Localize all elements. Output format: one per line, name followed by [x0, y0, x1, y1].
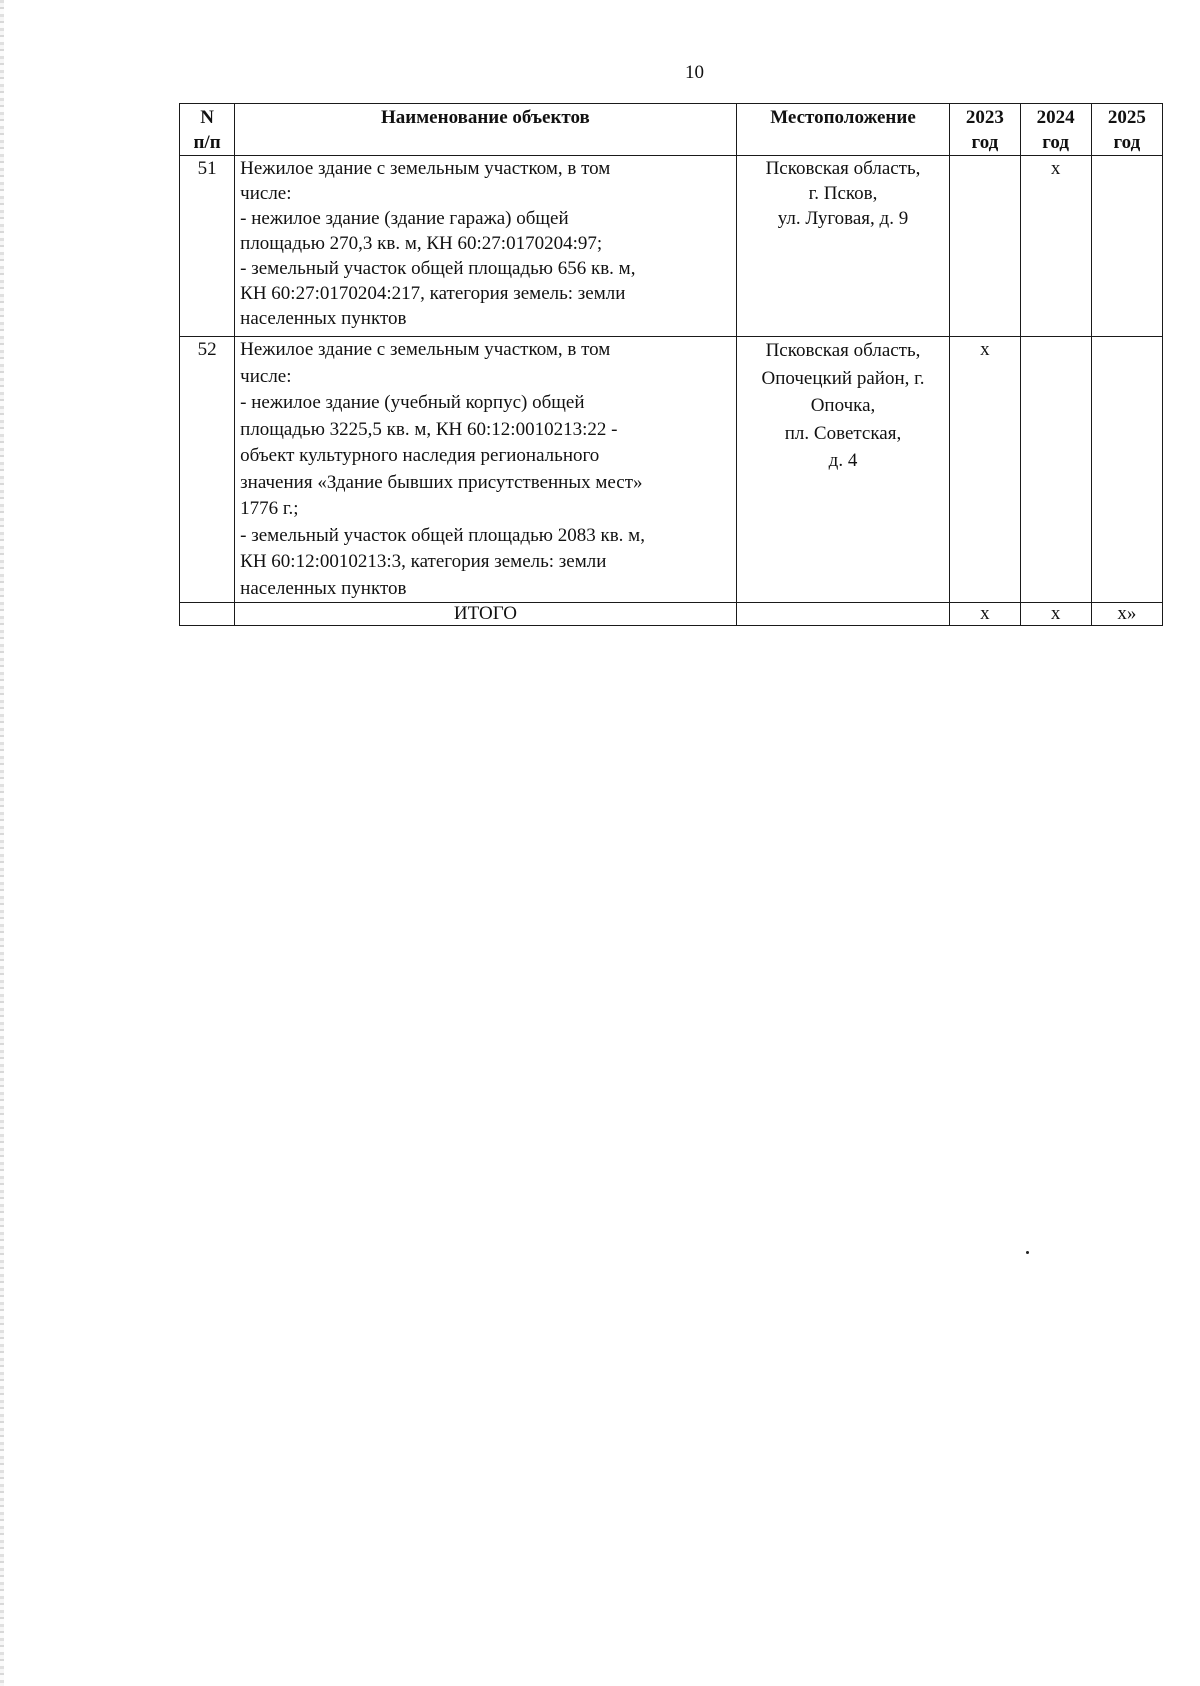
header-year-2025-value: 2025	[1107, 107, 1146, 128]
row-location	[736, 156, 950, 337]
row-mark-2024: х	[1020, 156, 1091, 337]
header-year-2025-unit: год	[1113, 132, 1141, 153]
total-mark-2024: х	[1020, 603, 1091, 626]
total-num-empty	[180, 603, 235, 626]
total-row	[180, 603, 1163, 626]
scan-speck	[1026, 1251, 1029, 1254]
header-num	[180, 104, 235, 156]
page-number: 10	[685, 62, 704, 83]
total-mark-2025: х»	[1091, 603, 1162, 626]
header-num-line-1: N	[200, 107, 214, 128]
row-name-line: Нежилое здание с земельным участком, в том	[240, 339, 611, 360]
table-header-row	[180, 104, 1163, 156]
row-name-line: КН 60:27:0170204:217, категория земель: земли	[240, 283, 626, 304]
row-name-line: - нежилое здание (здание гаража) общей	[240, 208, 569, 229]
scan-edge	[0, 0, 4, 1686]
total-mark-2023: х	[950, 603, 1020, 626]
row-name-line: населенных пунктов	[240, 308, 407, 329]
row-name-line: - земельный участок общей площадью 2083 кв. м,	[240, 524, 645, 546]
table-row	[180, 156, 1163, 337]
row-name-line: числе:	[240, 365, 292, 387]
row-num: 51	[180, 156, 235, 337]
header-location: Местоположение	[736, 104, 950, 156]
total-label: ИТОГО	[235, 603, 737, 626]
row-name-line: - нежилое здание (учебный корпус) общей	[240, 392, 585, 413]
header-year-2024	[1020, 104, 1091, 156]
header-year-2023-unit: год	[971, 132, 999, 153]
row-name-line: числе:	[240, 183, 292, 204]
row-name-line: значения «Здание бывших присутственных мест»	[240, 471, 643, 493]
total-location-empty	[736, 603, 950, 626]
row-name-line: КН 60:12:0010213:3, категория земель: земли	[240, 551, 607, 572]
row-location-line: ул. Луговая, д. 9	[777, 208, 909, 229]
row-name	[235, 337, 737, 603]
header-name: Наименование объектов	[235, 104, 737, 156]
row-name	[235, 156, 737, 337]
objects-table	[179, 103, 1163, 626]
row-location-line: Опочецкий район, г.	[761, 367, 925, 389]
row-name-line: 1776 г.;	[240, 498, 299, 519]
row-location-line: Псковская область,	[765, 340, 921, 361]
header-year-2023	[950, 104, 1020, 156]
row-name-line: - земельный участок общей площадью 656 кв. м,	[240, 258, 636, 279]
table-row	[180, 337, 1163, 603]
row-mark-2025	[1091, 337, 1162, 603]
row-name-line: Нежилое здание с земельным участком, в том	[240, 158, 611, 179]
row-location	[736, 337, 950, 603]
row-location-line: пл. Советская,	[784, 422, 902, 444]
row-name-line: объект культурного наследия регионального	[240, 445, 600, 466]
row-location-line: Опочка,	[810, 395, 876, 416]
row-name-line: площадью 3225,5 кв. м, КН 60:12:0010213:22 -	[240, 418, 618, 440]
header-year-2024-unit: год	[1042, 132, 1069, 153]
header-num-line-2: п/п	[193, 132, 221, 153]
row-mark-2023	[950, 156, 1020, 337]
row-location-line: г. Псков,	[808, 183, 878, 204]
row-location-line: Псковская область,	[765, 158, 921, 179]
row-mark-2023: х	[950, 337, 1020, 603]
row-mark-2025	[1091, 156, 1162, 337]
row-location-line: д. 4	[828, 450, 858, 471]
header-year-2023-value: 2023	[965, 107, 1004, 128]
row-num: 52	[180, 337, 235, 603]
row-mark-2024	[1020, 337, 1091, 603]
row-name-line: площадью 270,3 кв. м, КН 60:27:0170204:97;	[240, 233, 603, 254]
row-name-line: населенных пунктов	[240, 577, 407, 599]
header-year-2025	[1091, 104, 1162, 156]
header-year-2024-value: 2024	[1036, 107, 1075, 128]
